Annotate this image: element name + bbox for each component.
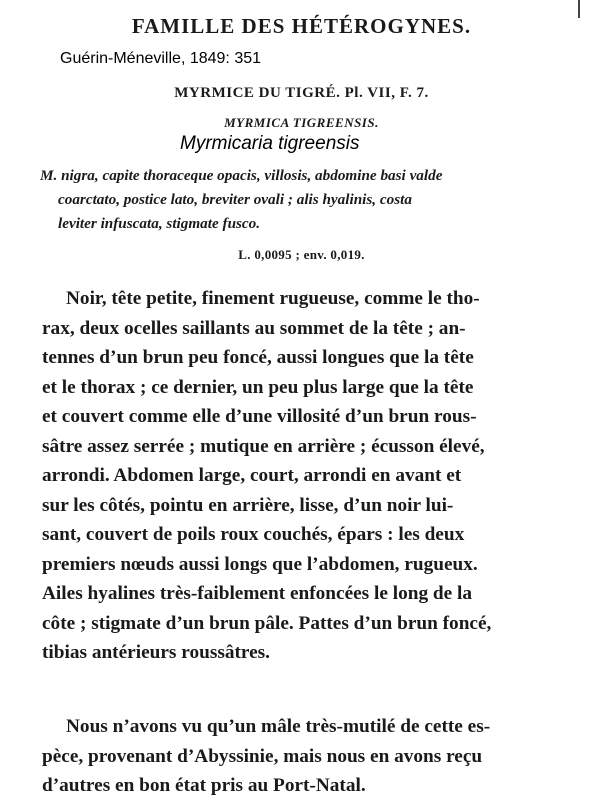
measurement-line: L. 0,0095 ; env. 0,019. xyxy=(238,247,365,262)
species-latin-title: MYRMICA TIGREENSIS. xyxy=(224,115,379,130)
latin-diagnosis xyxy=(40,164,570,236)
paragraph-line: sant, couvert de poils roux couchés, épars : les deux xyxy=(42,524,465,545)
paragraph-line: et le thorax ; ce dernier, un peu plus large que la tête xyxy=(42,376,474,398)
paragraph-line: et couvert comme elle d’une villosité d’un brun rous- xyxy=(42,406,477,427)
paragraph-line: côte ; stigmate d’un brun pâle. Pattes d’un brun foncé, xyxy=(42,612,492,634)
paragraph-line: Ailes hyalines très-faiblement enfoncées le long de la xyxy=(42,583,473,604)
diagnosis-line: leviter infuscata, stigmate fusco. xyxy=(58,215,261,232)
paragraph-line: pèce, provenant d’Abyssinie, mais nous en avons reçu xyxy=(42,745,483,767)
paragraph-line: premiers nœuds aussi longs que l’abdomen, rugueux. xyxy=(42,553,478,575)
species-french-title: MYRMICE DU TIGRÉ. Pl. VII, F. 7. xyxy=(174,85,429,101)
paragraph-line: Noir, tête petite, finement rugueuse, comme le tho- xyxy=(66,288,480,309)
diagnosis-line: coarctato, postice lato, breviter ovali ; alis hyalinis, costa xyxy=(58,191,412,208)
note-paragraph xyxy=(42,712,587,801)
paragraph-line: tibias antérieurs roussâtres. xyxy=(42,642,270,663)
paragraph-line: rax, deux ocelles saillants au sommet de la tête ; an- xyxy=(42,317,466,339)
paragraph-line: d’autres en bon état pris au Port-Natal. xyxy=(42,775,366,796)
modern-name-annotation: Myrmicaria tigreensis xyxy=(180,133,360,154)
paragraph-line: Nous n’avons vu qu’un mâle très-mutilé de cette es- xyxy=(66,716,491,737)
diagnosis-line: M. nigra, capite thoraceque opacis, villosis, abdomine basi valde xyxy=(40,167,443,184)
paragraph-line: tennes d’un brun peu foncé, aussi longues que la tête xyxy=(42,347,474,368)
citation-annotation: Guérin-Méneville, 1849: 351 xyxy=(60,50,262,67)
paragraph-line: sur les côtés, pointu en arrière, lisse, d’un noir lui- xyxy=(42,494,454,516)
description-paragraph xyxy=(42,284,587,668)
family-header: FAMILLE DES HÉTÉROGYNES. xyxy=(131,14,472,38)
paragraph-line: sâtre assez serrée ; mutique en arrière ; écusson élevé, xyxy=(42,435,485,457)
paragraph-line: arrondi. Abdomen large, court, arrondi en avant et xyxy=(42,465,462,486)
